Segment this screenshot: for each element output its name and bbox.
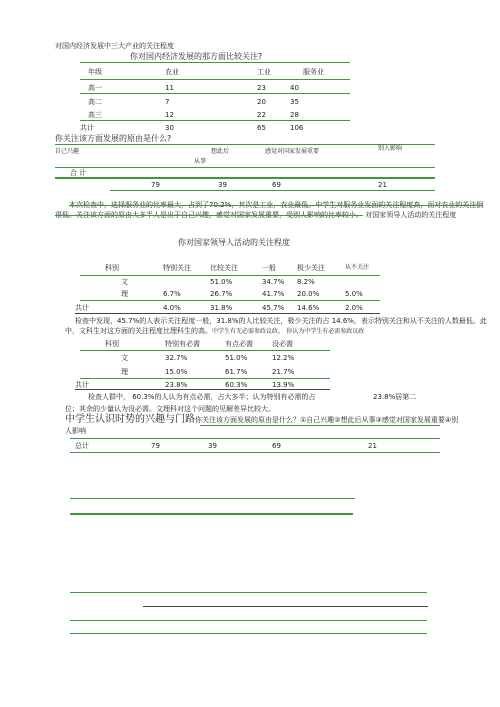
q4-header-cell: 有点必需 <box>225 340 253 348</box>
q3-cell: 理 <box>121 290 128 298</box>
q2-total: 69 <box>272 181 281 189</box>
q4-cell: 21.7% <box>272 368 295 376</box>
q1-question: 你对国内经济发展的那方面比较关注? <box>130 52 263 61</box>
table-rule <box>75 389 330 390</box>
q1-cell: 高二 <box>88 98 102 106</box>
table-rule <box>55 177 435 179</box>
analysis1-text: 本次检查中，选择服务业的比率最大，占到了70.2%，其次是工业，农业最低。中学生对服务业发面的关注程度高，而对农业的关注倒很低。关注该方面的原由大多半人是出于自己兴趣，感觉对国家发展重要，受别人影响的比率较小。 <box>55 201 484 219</box>
analysis3-text: 位；其余的少量认为没必需。文理科对这个问题的见解差异比较大。 <box>65 405 275 413</box>
q1-header-cell: 农业 <box>165 68 179 76</box>
q2-option: 想此后 <box>211 148 230 155</box>
analysis3-text: 检查人群中， 60.3%的人认为有点必需，占大多半；认为特别有必需的占 <box>88 393 316 401</box>
q3-cell: 5.0% <box>345 290 363 298</box>
analysis3-text: 23.8%居第二 <box>373 393 417 401</box>
q4-cell: 60.3% <box>225 381 248 389</box>
blank-rule <box>70 498 355 499</box>
q3-cell: 45.7% <box>262 304 285 312</box>
q3-cell: 14.6% <box>297 304 320 312</box>
q3-header-cell: 从不关注 <box>345 264 370 271</box>
q1-cell: 7 <box>165 98 170 106</box>
q4-cell: 13.9% <box>272 381 295 389</box>
table-rule <box>80 350 330 351</box>
q5-question: 你关注该方面发展的原由是什么？①自己兴趣②想此后从事③感觉对国家发展重要④别人影响 <box>65 416 459 435</box>
q1-cell: 12 <box>165 111 174 119</box>
q4-cell: 文 <box>121 354 128 362</box>
q4-header-cell: 没必需 <box>272 340 293 348</box>
table-rule <box>70 438 440 439</box>
q1-cell: 28 <box>290 111 299 119</box>
table-rule <box>75 313 380 314</box>
q3-cell: 41.7% <box>262 290 285 298</box>
blank-rule <box>70 620 427 621</box>
q4-question: 你认为中学生有必需参政议政 <box>286 328 365 335</box>
survey-title: 对国内经济发展中三大产业的关注程度 <box>55 42 174 50</box>
table-rule <box>80 79 350 80</box>
q2-total-label: 合 计 <box>70 169 87 177</box>
analysis-paragraph <box>55 200 485 220</box>
q4-cell: 理 <box>121 368 128 376</box>
table-rule <box>80 62 350 63</box>
q1-cell: 22 <box>257 111 266 119</box>
q5-total: 21 <box>368 442 377 450</box>
q3-header-cell: 科别 <box>105 264 119 272</box>
q2-total: 39 <box>218 181 227 189</box>
q1-header-cell: 年级 <box>88 68 102 76</box>
q5-total-label: 总计 <box>75 442 89 450</box>
q2-total: 79 <box>151 181 160 189</box>
q1-cell: 高三 <box>88 111 102 119</box>
table-rule <box>200 425 440 426</box>
q2-question: 你关注该方面发展的原由是什么? <box>55 134 172 143</box>
q2-option: 感觉对国家发展重要 <box>265 148 320 155</box>
q4-cell: 12.2% <box>272 354 295 362</box>
q3-cell: 31.8% <box>210 304 233 312</box>
q1-cell: 23 <box>257 84 266 92</box>
q1-cell: 35 <box>290 98 299 106</box>
q3-cell: 51.0% <box>210 278 233 286</box>
q1-cell: 11 <box>165 84 174 92</box>
q5-total: 39 <box>208 442 217 450</box>
blank-rule <box>70 633 427 634</box>
q3-cell: 34.7% <box>262 278 285 286</box>
q5-total: 69 <box>272 442 281 450</box>
q3-header-cell: 一般 <box>262 264 276 272</box>
q5-title: 中学生认识时势的兴趣与门路 <box>65 414 195 425</box>
q3-cell: 共计 <box>75 304 89 312</box>
blank-rule <box>143 606 428 607</box>
q4-cell: 51.0% <box>225 354 248 362</box>
q5-total: 79 <box>151 442 160 450</box>
q3-header-cell: 极少关注 <box>297 264 325 272</box>
q3-header-cell: 特别关注 <box>163 264 191 272</box>
q3-cell: 8.2% <box>297 278 315 286</box>
table-rule <box>80 120 350 121</box>
blank-rule <box>70 513 353 515</box>
q1-cell: 30 <box>165 124 174 132</box>
q3-cell: 4.0% <box>163 304 181 312</box>
table-rule <box>55 167 435 168</box>
q3-cell: 26.7% <box>210 290 233 298</box>
table-rule <box>70 452 440 453</box>
q4-cell: 32.7% <box>165 354 188 362</box>
q4-header-cell: 特别有必需 <box>165 340 200 348</box>
q3-cell: 6.7% <box>163 290 181 298</box>
q4-cell: 23.8% <box>165 381 188 389</box>
q3-intro: 对国家领导人活动的关注程度 <box>365 211 457 219</box>
table-rule <box>80 300 380 301</box>
q4-cell: 15.0% <box>165 368 188 376</box>
q3-question: 你对国家领导人活动的关注程度 <box>178 238 290 247</box>
q4-cell: 61.7% <box>225 368 248 376</box>
analysis2-text: 检查中发现，45.7%的人表示关注程度一般，31.8%的人比较关注，极少关注的占 14.6%，表示特别关注和从不关注的人数最低。此中，文科生对这方面的关注程度比理科生的高。 <box>65 317 487 335</box>
q1-header-cell: 工业 <box>257 68 271 76</box>
q1-header-cell: 服务业 <box>303 68 324 76</box>
blank-rule <box>70 592 427 593</box>
q1-cell: 20 <box>257 98 266 106</box>
table-rule <box>80 378 330 379</box>
table-rule <box>80 275 380 276</box>
q1-cell: 共计 <box>80 124 94 132</box>
q4-cell: 共计 <box>75 381 89 389</box>
q1-cell: 40 <box>290 84 299 92</box>
q2-option: 别人影响 <box>378 145 403 152</box>
q3-cell: 20.0% <box>297 290 320 298</box>
q1-cell: 65 <box>257 124 266 132</box>
q2-option: 自己兴趣 <box>55 148 80 155</box>
q3-header-cell: 比较关注 <box>210 264 238 272</box>
table-rule <box>110 190 435 191</box>
q1-cell: 106 <box>290 124 304 132</box>
q4-header-cell: 科别 <box>105 340 119 348</box>
q2-option-cont: 从事 <box>194 158 207 165</box>
q3-cell: 文 <box>121 278 128 286</box>
q4-intro: 中学生有无必需参政议政。 <box>212 328 285 335</box>
q2-total: 21 <box>378 181 387 189</box>
analysis-paragraph <box>65 316 490 337</box>
table-rule <box>80 93 350 94</box>
q1-cell: 高一 <box>88 84 102 92</box>
q3-cell: 2.0% <box>345 304 363 312</box>
